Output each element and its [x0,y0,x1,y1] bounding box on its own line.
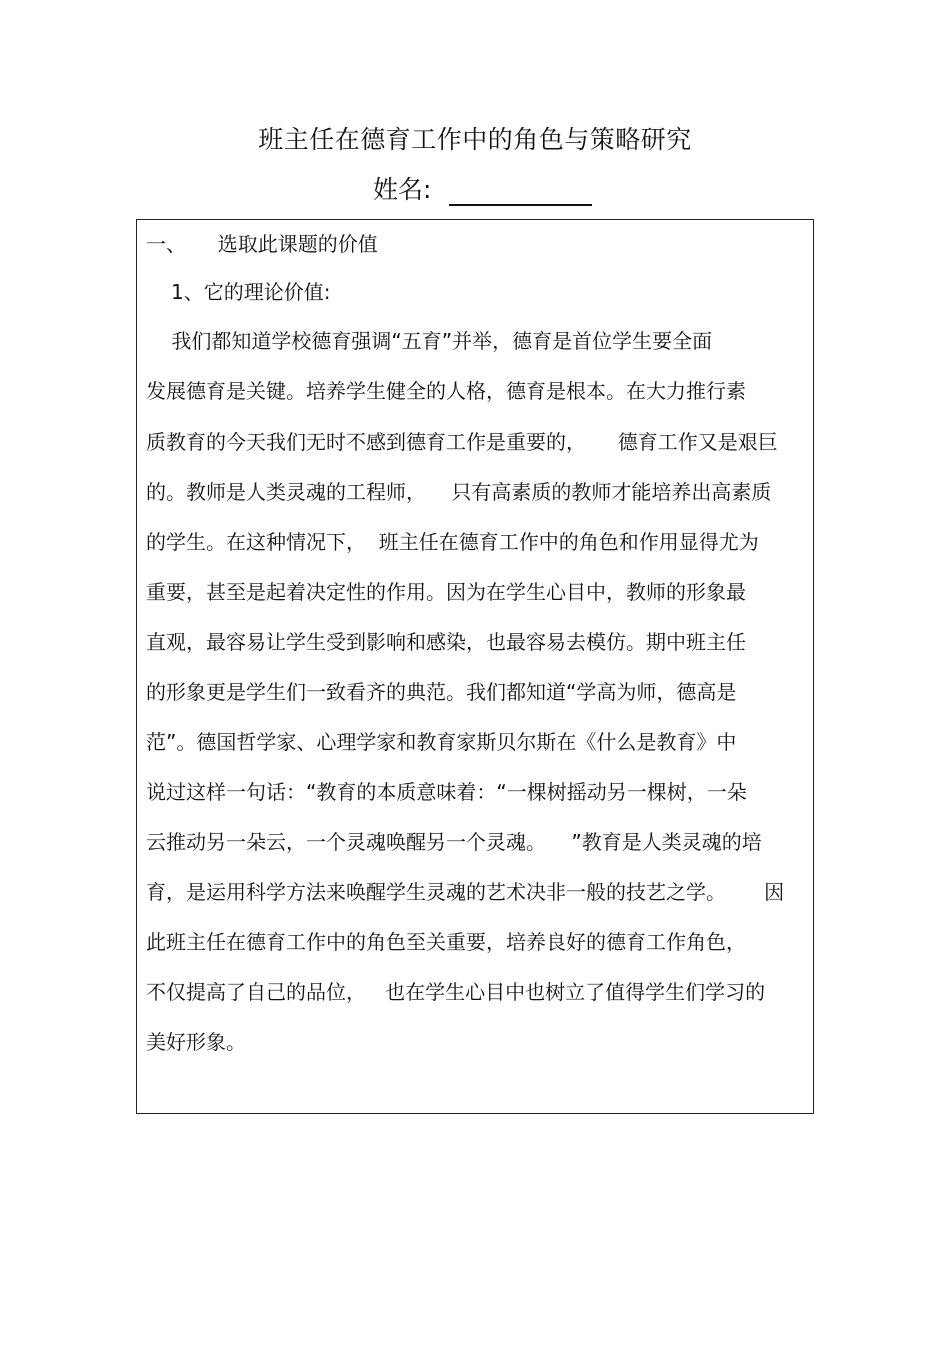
paragraph-line: 的学生。在这种情况下， 班主任在德育工作中的角色和作用显得尤为 [146,530,759,554]
paragraph-line: 的。教师是人类灵魂的工程师， 只有高素质的教师才能培养出高素质 [146,480,772,504]
paragraph-line: 我们都知道学校德育强调“五育”并举，德育是首位学生要全面 [146,329,713,353]
name-label: 姓名: [373,175,432,204]
document-title: 班主任在德育工作中的角色与策略研究 [258,125,692,154]
name-blank-line [449,174,592,206]
paragraph-line: 范”。德国哲学家、心理学家和教育家斯贝尔斯在《什么是教育》中 [146,730,737,754]
content-box [136,219,814,1114]
paragraph-line: 发展德育是关键。培养学生健全的人格，德育是根本。在大力推行素 [146,379,746,403]
paragraph-line: 此班主任在德育工作中的角色至关重要，培养良好的德育工作角色， [146,930,746,954]
paragraph-line: 质教育的今天我们无时不感到德育工作是重要的， 德育工作又是艰巨 [146,430,778,454]
paragraph-line: 重要，甚至是起着决定性的作用。因为在学生心目中，教师的形象最 [146,580,746,604]
paragraph-line: 不仅提高了自己的品位， 也在学生心目中也树立了值得学生们学习的 [146,980,766,1004]
paragraph-line: 的形象更是学生们一致看齐的典范。我们都知道“学高为师，德高是 [146,680,737,704]
section-heading: 一、 选取此课题的价值 [146,232,378,256]
subsection-heading: 1、它的理论价值: [171,280,331,304]
name-field-row [373,172,592,208]
paragraph-line: 美好形象。 [146,1030,246,1054]
paragraph-line: 育，是运用科学方法来唤醒学生灵魂的艺术决非一般的技艺之学。 因 [146,880,785,904]
paragraph-line: 说过这样一句话：“教育的本质意味着：“一棵树摇动另一棵树，一朵 [146,780,747,804]
paragraph-line: 直观，最容易让学生受到影响和感染，也最容易去模仿。期中班主任 [146,630,746,654]
paragraph-line: 云推动另一朵云，一个灵魂唤醒另一个灵魂。 ”教育是人类灵魂的培 [146,830,762,854]
